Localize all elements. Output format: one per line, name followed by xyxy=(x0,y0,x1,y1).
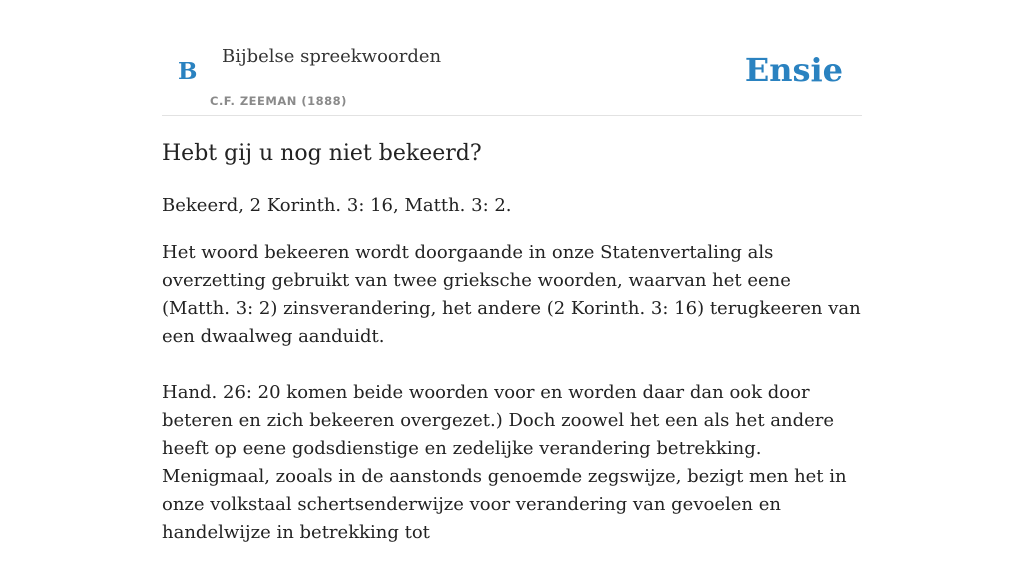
entry-body xyxy=(162,239,862,547)
book-author: C.F. ZEEMAN (1888) xyxy=(210,94,347,108)
ensie-logo-link[interactable]: Ensie xyxy=(744,51,843,89)
entry-content xyxy=(162,138,862,575)
book-header xyxy=(162,38,862,116)
book-initial-logo[interactable]: B xyxy=(178,58,198,85)
entry-title: Hebt gij u nog niet bekeerd? xyxy=(162,141,482,166)
book-title-link[interactable]: Bijbelse spreekwoorden xyxy=(222,46,442,67)
entry-paragraph: Het woord bekeeren wordt doorgaande in onze Statenvertaling als overzetting gebruikt van twee grieksche woorden, waarvan het eene (Matth. 3: 2) zinsverandering, het andere (2 Korinth. 3: 16) terugkeeren van een dwaalweg aanduidt. xyxy=(162,242,861,347)
entry-paragraph: Hand. 26: 20 komen beide woorden voor en worden daar dan ook door beteren en zich bekeeren overgezet.) Doch zoowel het een als het andere heeft op eene godsdienstige en zedelijke verandering betrekking. Menigmaal, zooals in de aanstonds genoemde zegswijze, bezigt men het in onze volkstaal schertsenderwijze voor verandering van gevoelen en handelwijze in betrekking tot xyxy=(162,382,847,543)
entry-reference: Bekeerd, 2 Korinth. 3: 16, Matth. 3: 2. xyxy=(162,195,512,216)
